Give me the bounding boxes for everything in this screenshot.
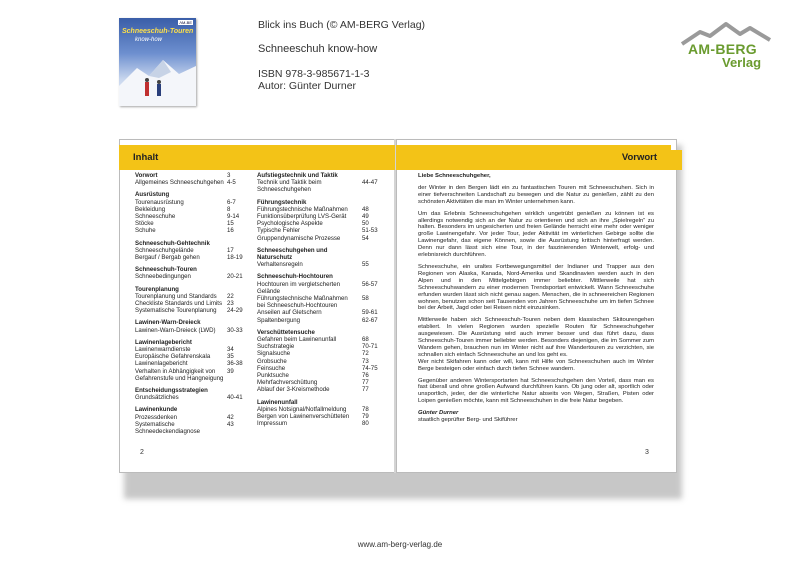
toc-section-title[interactable] (135, 266, 249, 273)
toc-entry-title: Alpines Notsignal/Notfallmeldung (257, 405, 347, 413)
toc-entry[interactable] (135, 307, 249, 314)
toc-section (135, 339, 249, 382)
toc-entry[interactable] (257, 343, 384, 350)
toc-section (135, 406, 249, 435)
toc-section-page (362, 172, 384, 179)
toc-entry-page: 44-47 (362, 179, 378, 187)
toc-section-title[interactable] (257, 329, 384, 336)
toc-entry[interactable] (135, 220, 249, 227)
toc-section-page (227, 286, 249, 293)
toc-entry-page: 34 (227, 346, 234, 354)
vorwort-heading: Vorwort (621, 152, 657, 163)
cover-title: Schneeschuh-Touren (122, 28, 194, 35)
toc-section-title-text: Lawinen-Warn-Dreieck (135, 319, 201, 327)
toc-section-page (362, 199, 384, 206)
toc-entry[interactable] (135, 293, 249, 300)
toc-section (257, 172, 384, 194)
toc-section-title[interactable] (135, 339, 249, 346)
toc-entry-title: Typische Fehler (257, 227, 301, 235)
toc-section-title-text: Schneeschuh-Hochtouren (257, 273, 333, 281)
toc-entry[interactable] (257, 261, 384, 268)
toc-section-title-text: Lawinenlagebericht (135, 338, 192, 346)
toc-column-1 (135, 172, 249, 440)
toc-entry[interactable] (257, 365, 384, 372)
toc-entry-page: 62-67 (362, 316, 378, 324)
toc-section (135, 387, 249, 401)
toc-entry[interactable] (135, 213, 249, 220)
toc-entry-page: 77 (362, 386, 369, 394)
toc-section (135, 319, 249, 333)
toc-entry-page: 42 (227, 413, 234, 421)
toc-entry[interactable] (135, 254, 249, 261)
toc-entry-title: Grobsuche (257, 357, 287, 365)
toc-entry-page: 30-33 (227, 326, 243, 334)
toc-entry[interactable] (257, 379, 384, 386)
toc-entry-page: 74-75 (362, 364, 378, 372)
toc-entry[interactable] (135, 368, 249, 382)
toc-section-title[interactable] (135, 191, 249, 198)
toc-entry-title: Suchstrategie (257, 343, 295, 351)
toc-entry-page: 15 (227, 220, 234, 228)
toc-section-page (227, 406, 249, 413)
toc-entry-page: 58 (362, 295, 369, 303)
toc-entry[interactable] (135, 247, 249, 254)
vorwort-header-bar (396, 145, 671, 170)
toc-section (257, 199, 384, 242)
toc-entry-title: Tourenausrüstung (135, 198, 184, 206)
toc-section-page (362, 273, 384, 280)
toc-entry-title: Europäische Gefahrenskala (135, 353, 211, 361)
toc-entry[interactable] (257, 420, 384, 427)
toc-entry-title: Prozessdenken (135, 413, 178, 421)
toc-entry-title: Schuhe (135, 227, 156, 235)
signature-name: Günter Durner (418, 410, 459, 417)
toc-entry-title: Verhaltensregeln (257, 261, 303, 269)
toc-entry-title: Bekleidung (135, 205, 166, 213)
toc-entry-title: Schneebedingungen (135, 273, 191, 281)
toc-section-title-text: Entscheidungsstrategien (135, 387, 208, 395)
toc-entry-page: 6-7 (227, 198, 236, 206)
toc-entry-page: 73 (362, 357, 369, 365)
toc-entry-title: Verhalten in Abhängigkeit von Gefahrenstufe und Hangneigung (135, 367, 224, 382)
cover-mountain-image (119, 56, 196, 106)
toc-section (257, 247, 384, 269)
foreword-paragraph: Schneeschuhe, ein uraltes Fortbewegungsmittel der Indianer und Trapper aus den Regionen von Alaska, Kanada, Nord-Amerika und Skandinavien werden auch in den Alpen und in den Mittelgebirgen immer beliebter. Mittlerweile hat sich Schneeschuhwandern zu einer modernen Trendsportart entwickelt. Wann Schneeschuhe erfunden wurden lässt sich nicht genau sagen. Menschen, die in schneereichen Regionen wohnen, benutzen schon seit Tausenden von Jahren Schneeschuhe um im tiefen Schnee bei der Arbeit, Jagd oder bei Reisen nicht einzusinken. (418, 263, 654, 312)
toc-entry-title: Anseilen auf Gletschern (257, 309, 322, 317)
toc-entry-page: 51-53 (362, 227, 378, 235)
toc-entry[interactable] (257, 309, 384, 316)
toc-entry[interactable] (135, 227, 249, 234)
toc-section-page (362, 247, 384, 261)
toc-entry[interactable] (257, 206, 384, 213)
book-cover (119, 18, 196, 106)
toc-section-page (227, 387, 249, 394)
toc-section (135, 286, 249, 315)
toc-section-title-text: Tourenplanung (135, 285, 179, 293)
logo-text-verlag: Verlag (722, 55, 762, 70)
foreword-paragraph: Mittlerweile haben sich Schneeschuh-Touren neben dem klassischen Skitourengehen etabliert. In vielen Regionen wurden spezielle Routen für Schneeschuhgeher ausgewiesen. Die Ausrüstung wird auch immer besser und das führt dazu, dass Schneeschuh-Touren immer beliebter werden. Besonders diejenigen, die im Sommer zum Wandern gehen, brauchen nun im Winter nicht auf ihre Wandertouren zu verzichten, sie schnallen sich einfach Schneeschuhe an und los geht es. Wer nicht Skifahren kann oder will, kann mit Hilfe von Schneeschuhen auch im Winter Berge besteigen oder einfach durch tiefen Schnee wandern. (418, 317, 654, 372)
toc-section-title[interactable] (257, 273, 384, 280)
toc-entry-page: 4-5 (227, 179, 236, 187)
blick-ins-buch: Blick ins Buch (© AM-BERG Verlag) (258, 19, 426, 31)
toc-section (257, 329, 384, 394)
toc-entry-title: Lawinenwarndienste (135, 346, 191, 354)
toc-entry-page: 80 (362, 420, 369, 428)
toc-entry[interactable] (135, 353, 249, 360)
toc-entry-page: 43 (227, 420, 234, 428)
toc-entry[interactable] (135, 360, 249, 367)
toc-section-title-text: Schneeschuh-Gehtechnik (135, 239, 210, 247)
toc-section (257, 273, 384, 323)
toc-section-title-text: Schneeschuhgehen und Naturschutz (257, 246, 328, 262)
toc-section-title-text: Vorwort (135, 172, 158, 179)
toc-section-title[interactable] (257, 399, 384, 406)
toc-entry-title: Feinsuche (257, 364, 286, 372)
toc-entry-page: 16 (227, 227, 234, 235)
foreword-greeting: Liebe Schneeschuhgeher, (418, 173, 491, 179)
page-number-right: 3 (645, 449, 649, 456)
toc-entry[interactable] (135, 206, 249, 213)
toc-entry-title: Checkliste Standards und Limits (135, 300, 223, 308)
toc-entry[interactable] (257, 386, 384, 393)
toc-section-page (227, 240, 249, 247)
toc-entry[interactable] (135, 327, 249, 334)
toc-section-page (362, 399, 384, 406)
toc-entry[interactable] (257, 350, 384, 357)
toc-entry[interactable] (135, 300, 249, 307)
cover-subtitle: know-how (135, 37, 163, 43)
toc-section-page: 3 (227, 172, 231, 179)
toc-column-2 (257, 172, 384, 433)
toc-section (257, 399, 384, 428)
toc-section-page (227, 266, 249, 273)
toc-section-title[interactable] (135, 387, 249, 394)
toc-entry-page: 39 (227, 367, 234, 375)
toc-entry-page: 24-29 (227, 307, 243, 315)
toc-section-title[interactable] (135, 319, 249, 326)
page-number-left: 2 (140, 449, 144, 456)
foreword-text (418, 173, 654, 429)
toc-entry-page: 77 (362, 379, 369, 387)
toc-entry[interactable] (135, 199, 249, 206)
toc-entry[interactable] (257, 317, 384, 324)
toc-entry-title: Bergen von Lawinenverschütteten (257, 413, 350, 421)
toc-section-title[interactable] (257, 247, 384, 261)
toc-entry-title: Stöcke (135, 220, 154, 228)
toc-section-title[interactable] (257, 199, 384, 206)
toc-section-title-text: Verschüttetensuche (257, 328, 315, 336)
toc-entry-title: Technik und Taktik beim Schneeschuhgehen (257, 179, 322, 194)
toc-section (135, 240, 249, 262)
toc-entry-page: 35 (227, 353, 234, 361)
book-title: Schneeschuh know-how (258, 43, 378, 55)
toc-section-title[interactable] (135, 172, 249, 179)
toc-section-title[interactable] (135, 286, 249, 293)
toc-entry-page: 17 (227, 246, 234, 254)
toc-entry-title: Punktsuche (257, 372, 289, 380)
toc-entry-title: Funktionsüberprüfung LVS-Gerät (257, 213, 347, 221)
footer-url[interactable]: www.am-berg-verlag.de (357, 540, 443, 549)
toc-entry-title: Systematische Schneedeckendiagnose (135, 420, 201, 436)
toc-section-title-text: Schneeschuh-Touren (135, 266, 197, 274)
toc-section-title-text: Ausrüstung (135, 191, 170, 199)
toc-entry-title: Schneeschuhgelände (135, 246, 194, 254)
toc-section-title-text: Lawinenkunde (135, 406, 178, 414)
toc-entry-page: 76 (362, 372, 369, 380)
toc-entry-page: 8 (227, 205, 231, 213)
toc-entry[interactable] (135, 394, 249, 401)
toc-entry-page: 70-71 (362, 343, 378, 351)
toc-section-title[interactable] (257, 172, 384, 179)
toc-entry-title: Tourenplanung und Standards (135, 292, 217, 300)
toc-section-page (227, 319, 249, 326)
toc-entry-page: 50 (362, 220, 369, 228)
toc-section-title[interactable] (135, 240, 249, 247)
toc-entry-page: 23 (227, 300, 234, 308)
inhalt-header-bar (119, 145, 395, 170)
toc-entry-page: 36-38 (227, 360, 243, 368)
toc-entry-page: 55 (362, 261, 369, 269)
toc-entry-title: Lawinen-Warn-Dreieck (LWD) (135, 326, 216, 334)
toc-section-title-text: Aufstiegstechnik und Taktik (257, 172, 338, 179)
toc-entry[interactable] (135, 421, 249, 435)
toc-section (135, 191, 249, 234)
toc-entry-title: Spaltenbergung (257, 316, 301, 324)
toc-entry-page: 79 (362, 413, 369, 421)
toc-section (135, 266, 249, 280)
toc-entry-page: 48 (362, 205, 369, 213)
toc-entry-page: 49 (362, 213, 369, 221)
toc-entry-title: Mehrfachverschüttung (257, 379, 318, 387)
am-berg-logo[interactable] (678, 20, 774, 80)
toc-entry[interactable] (257, 413, 384, 420)
toc-entry[interactable] (257, 372, 384, 379)
toc-section-title[interactable] (135, 406, 249, 413)
toc-entry-page: 22 (227, 292, 234, 300)
toc-section-page (362, 329, 384, 336)
toc-entry-title: Gruppendynamische Prozesse (257, 234, 341, 242)
toc-entry[interactable] (135, 273, 249, 280)
toc-entry-title: Hochtouren im vergletscherten Gelände (257, 280, 340, 295)
toc-entry[interactable] (257, 227, 384, 234)
toc-entry-page: 78 (362, 405, 369, 413)
toc-entry-page: 18-19 (227, 254, 243, 262)
toc-entry-title: Gefahren beim Lawinenunfall (257, 336, 337, 344)
toc-entry[interactable] (135, 179, 249, 186)
toc-entry-page: 56-57 (362, 280, 378, 288)
cover-badge: ΛΜ-ΒΕ (179, 20, 192, 25)
author: Autor: Günter Durner (258, 80, 357, 92)
toc-entry-page: 72 (362, 350, 369, 358)
toc-entry[interactable] (257, 295, 384, 309)
isbn: ISBN 978-3-985671-1-3 (258, 68, 370, 80)
signature-title: staatlich geprüfter Berg- und Skiführer (418, 417, 518, 424)
header-bar-edge (671, 150, 682, 170)
toc-entry-title: Lawinenlagebericht (135, 360, 188, 368)
toc-entry[interactable] (257, 220, 384, 227)
toc-entry-page: 40-41 (227, 394, 243, 402)
toc-entry-title: Führungstechnische Maßnahmen bei Schneeschuh-Hochtouren (257, 295, 348, 310)
toc-section-page (227, 191, 249, 198)
toc-entry[interactable] (257, 235, 384, 242)
foreword-paragraph: Um das Erlebnis Schneeschuhgehen wirklich ungetrübt genießen zu können ist es allerdings notwendig sich an der Natur zu orientieren und sich an ihre „Spielregeln“ zu halten. Besonders im ungesicherten und freien Gelände herrscht eine mehr oder weniger große Lawinengefahr. Vor jeder Tour, jeder Aktivität im winterlichen Gebirge sollte die Lawinengefahr, das eigene Können, sowie die Ausrüstung kritisch hinterfragt werden. Denn nur dann lässt sich eine Tour, in der faszinierenden Winterwelt, erfolg- und erlebnisreich durchführen. (418, 210, 654, 259)
toc-entry-page: 20-21 (227, 273, 243, 281)
toc-entry-page: 9-14 (227, 213, 240, 221)
toc-entry[interactable] (257, 179, 384, 193)
toc-section-title-text: Führungstechnik (257, 198, 307, 206)
toc-section-title-text: Lawinenunfall (257, 398, 298, 406)
toc-entry-page: 59-61 (362, 309, 378, 317)
toc-entry[interactable] (135, 414, 249, 421)
toc-entry-title: Signalsuche (257, 350, 291, 358)
toc-entry[interactable] (257, 213, 384, 220)
toc-entry-title: Allgemeines Schneeschuhgehen (135, 179, 224, 187)
logo-text-am-berg: AM-BERG (688, 41, 757, 57)
toc-entry-title: Schneeschuhe (135, 213, 176, 221)
toc-entry-title: Systematische Tourenplanung (135, 307, 217, 315)
toc-entry-title: Psychologische Aspekte (257, 220, 323, 228)
toc-entry-title: Impressum (257, 420, 288, 428)
book-gutter (394, 139, 396, 473)
foreword-paragraph: der Winter in den Bergen lädt ein zu fantastischen Touren mit Schneeschuhen. Sich in einer tiefverschneiten Landschaft zu bewegen und die Natur zu genießen, zählt zu den schönsten Aktivitäten die man im Winter unternehmen kann. (418, 184, 654, 205)
toc-entry[interactable] (257, 358, 384, 365)
toc-entry-title: Grundsätzliches (135, 394, 179, 402)
foreword-paragraph: Gegenüber anderen Wintersportarten hat Schneeschuhgehen den Vorteil, dass man es fast überall und ohne großen Aufwand durchführen kann. Ob jung oder alt, sportlich oder unsportlich, jeder, der die winterliche Natur abseits von Wegen, Straßen, Pisten oder Loipen genießen möchte, kann mit Schneeschuhen in die freie Natur begeben. (418, 377, 654, 405)
toc-section-page (227, 339, 249, 346)
toc-entry-page: 54 (362, 234, 369, 242)
toc-entry-title: Bergauf / Bergab gehen (135, 254, 200, 262)
toc-entry[interactable] (257, 336, 384, 343)
toc-entry-title: Führungstechnische Maßnahmen (257, 205, 348, 213)
toc-entry[interactable] (135, 346, 249, 353)
toc-entry[interactable] (257, 281, 384, 295)
inhalt-heading: Inhalt (133, 152, 159, 163)
toc-entry-title: Ablauf der 3-Kreismethode (257, 386, 330, 394)
toc-section (135, 172, 249, 186)
toc-entry[interactable] (257, 406, 384, 413)
toc-entry-page: 68 (362, 336, 369, 344)
